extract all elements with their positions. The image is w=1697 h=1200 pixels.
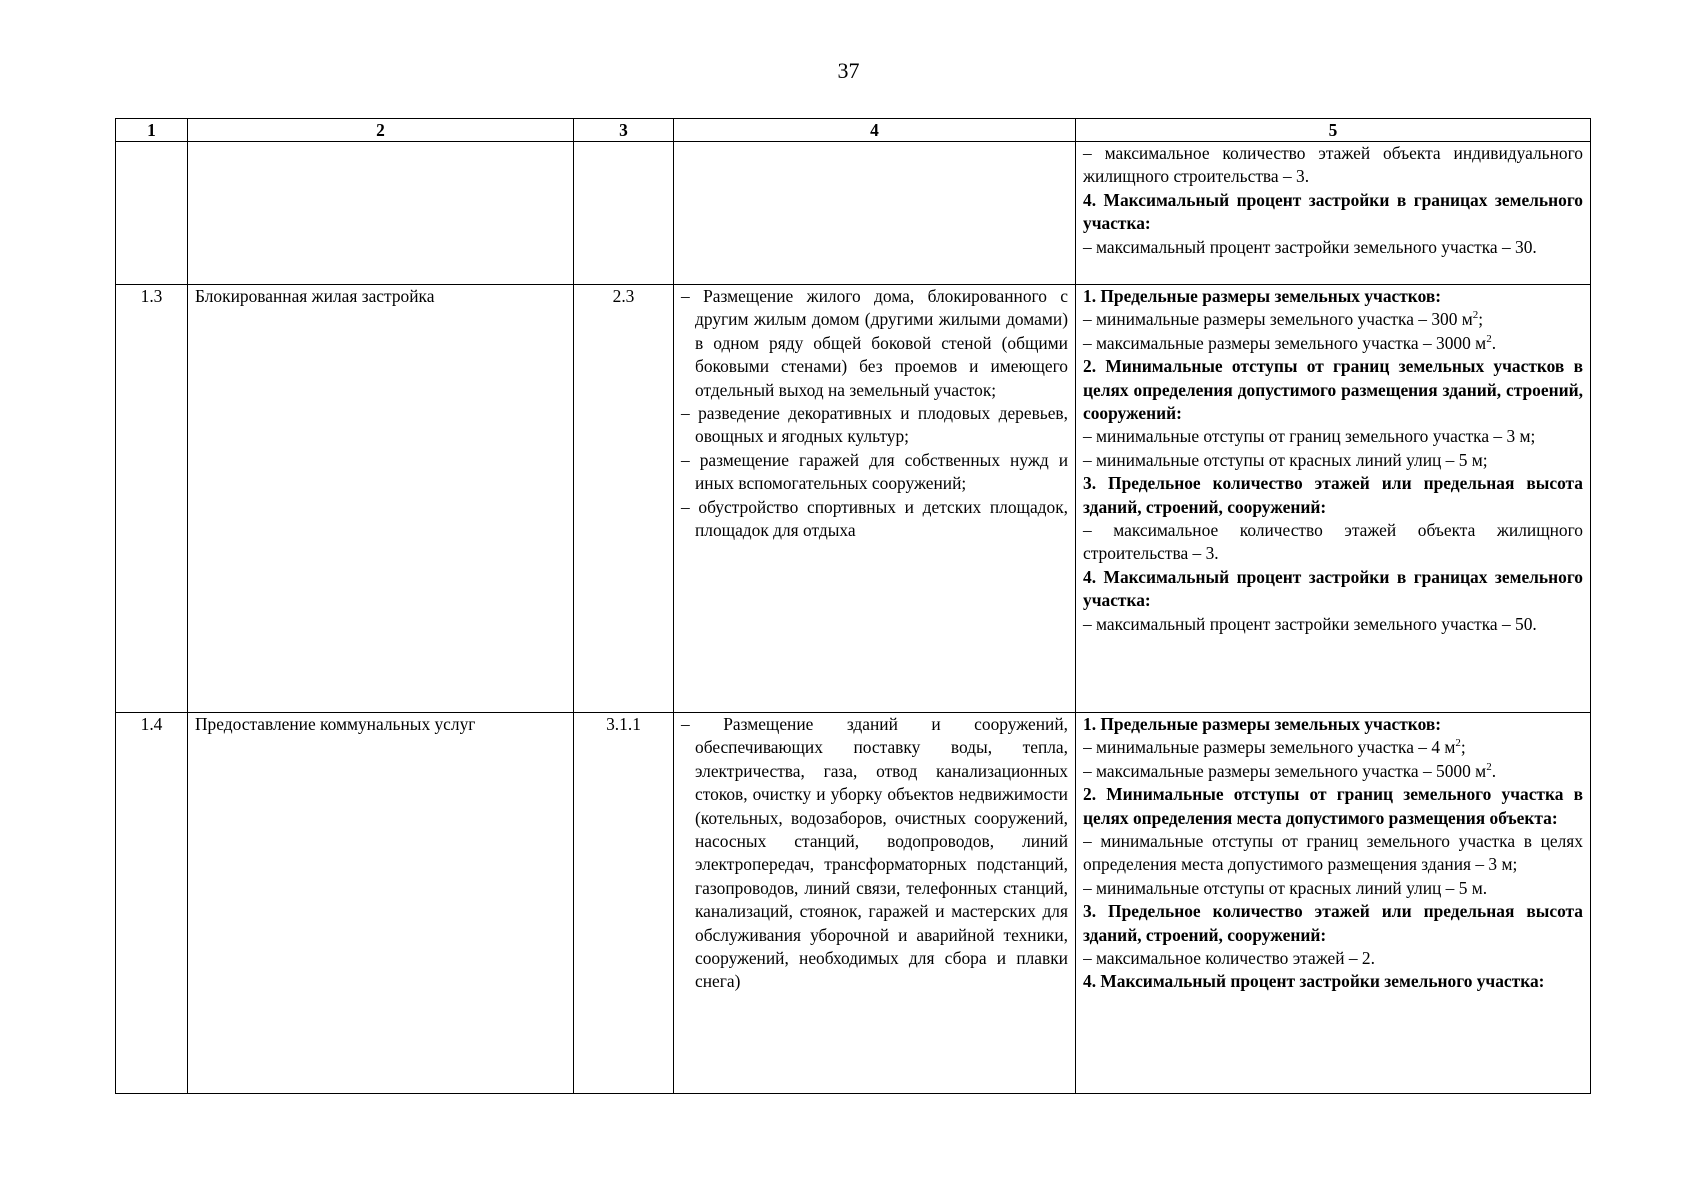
use-type-cell: Блокированная жилая застройка <box>188 285 574 713</box>
description-item: – Размещение зданий и сооружений, обеспечивающих поставку воды, тепла, электричества, газа, отвод канализационных стоков, очистку и уборку объектов недвижимости (котельных, водозаборов, очистных сооружений, насосных станций, водопроводов, линий электропередач, трансформаторных подстанций, газопроводов, линий связи, телефонных станций, канализаций, стоянок, гаражей и мастерских для обслуживания уборочной и аварийной техники, сооружений, необходимых для сбора и плавки снега) <box>681 713 1068 994</box>
parameter-value <box>1083 449 1583 472</box>
parameter-text: максимальный процент застройки земельного участка – 30. <box>1096 236 1537 257</box>
description-item: – размещение гаражей для собственных нужд и иных вспомогательных сооружений; <box>681 449 1068 496</box>
use-type-cell <box>188 142 574 285</box>
parameter-text: 1. Предельные размеры земельных участков: <box>1083 286 1442 306</box>
parameters-cell <box>1076 713 1591 1094</box>
parameter-heading <box>1083 783 1583 830</box>
use-description-cell <box>674 142 1076 285</box>
punctuation: ; <box>1460 737 1466 758</box>
parameter-value <box>1083 613 1583 636</box>
table-row <box>116 285 1591 713</box>
parameter-text: 3. Предельное количество этажей или предельная высота зданий, строений, сооружений: <box>1083 473 1583 517</box>
parameter-text: 4. Максимальный процент застройки в границах земельного участка: <box>1083 189 1583 234</box>
parameter-heading <box>1083 970 1583 993</box>
parameter-text: минимальные отступы от красных линий улиц – 5 м; <box>1096 449 1488 470</box>
parameter-value <box>1083 308 1583 331</box>
use-code-cell: 2.3 <box>574 285 674 713</box>
row-number-cell <box>116 142 188 285</box>
use-type-cell: Предоставление коммунальных услуг <box>188 713 574 1094</box>
parameter-text: максимальные размеры земельного участка – 5000 м <box>1096 760 1487 781</box>
header-col-1: 1 <box>116 119 188 142</box>
parameter-text: максимальное количество этажей объекта жилищного строительства – 3. <box>1083 520 1583 564</box>
parameter-text: 4. Максимальный процент застройки в границах земельного участка: <box>1083 566 1583 611</box>
parameter-heading <box>1083 900 1583 947</box>
use-description-cell <box>674 713 1076 1094</box>
parameter-value <box>1083 760 1583 783</box>
parameter-text: 4. Максимальный процент застройки земельного участка: <box>1083 971 1545 992</box>
parameter-text: максимальное количество этажей – 2. <box>1096 948 1375 969</box>
header-col-5: 5 <box>1076 119 1591 142</box>
parameter-heading <box>1083 713 1583 736</box>
punctuation: . <box>1491 332 1497 353</box>
parameter-value <box>1083 877 1583 900</box>
parameter-value <box>1083 519 1583 566</box>
parameter-text: 2. Минимальные отступы от границ земельных участков в целях определения допустимого размещения зданий, строений, сооружений: <box>1083 356 1583 424</box>
parameters-cell <box>1076 142 1591 285</box>
parameter-heading <box>1083 566 1583 613</box>
parameter-text: минимальные отступы от красных линий улиц – 5 м. <box>1096 877 1488 898</box>
parameter-heading <box>1083 472 1583 519</box>
punctuation: . <box>1491 760 1497 781</box>
page-number: 37 <box>837 58 860 83</box>
use-code-cell <box>574 142 674 285</box>
punctuation: ; <box>1478 309 1484 330</box>
table-row <box>116 713 1591 1094</box>
parameter-text: максимальные размеры земельного участка – 3000 м <box>1096 332 1487 353</box>
parameter-heading <box>1083 189 1583 236</box>
superscript: 2 <box>1486 761 1492 774</box>
superscript: 2 <box>1486 333 1492 346</box>
parameter-text: максимальное количество этажей объекта индивидуального жилищного строительства – 3. <box>1083 143 1583 187</box>
parameter-value <box>1083 425 1583 448</box>
use-code-cell: 3.1.1 <box>574 713 674 1094</box>
parameter-text: 2. Минимальные отступы от границ земельного участка в целях определения места допустимого размещения объекта: <box>1083 784 1583 828</box>
parameter-value <box>1083 830 1583 877</box>
table-row <box>116 142 1591 285</box>
parameters-cell <box>1076 285 1591 713</box>
header-col-4: 4 <box>674 119 1076 142</box>
parameter-text: минимальные размеры земельного участка – 4 м <box>1096 737 1456 758</box>
row-number-cell: 1.4 <box>116 713 188 1094</box>
parameter-value <box>1083 947 1583 970</box>
parameter-value <box>1083 332 1583 355</box>
description-item: – обустройство спортивных и детских площадок, площадок для отдыха <box>681 496 1068 543</box>
parameter-text: 3. Предельное количество этажей или предельная высота зданий, строений, сооружений: <box>1083 901 1583 945</box>
parameter-heading <box>1083 285 1583 308</box>
use-description-cell <box>674 285 1076 713</box>
parameter-text: минимальные отступы от границ земельного участка в целях определения места допустимого размещения здания – 3 м; <box>1083 831 1583 875</box>
header-row <box>116 119 1591 142</box>
superscript: 2 <box>1455 737 1461 750</box>
parameter-heading <box>1083 355 1583 425</box>
parameter-value <box>1083 236 1583 259</box>
parameter-value <box>1083 142 1583 189</box>
parameter-text: минимальные отступы от границ земельного участка – 3 м; <box>1096 426 1536 447</box>
superscript: 2 <box>1472 309 1479 322</box>
header-col-2: 2 <box>188 119 574 142</box>
row-number-cell: 1.3 <box>116 285 188 713</box>
description-item: – Размещение жилого дома, блокированного с другим жилым домом (другими жилыми домами) в одном ряду общей боковой стеной (общими боковыми стенами) без проемов и имеющего отдельный выход на земельный участок; <box>681 285 1068 402</box>
parameter-value <box>1083 736 1583 759</box>
parameter-text: минимальные размеры земельного участка – 300 м <box>1096 309 1473 330</box>
parameter-text: максимальный процент застройки земельного участка – 50. <box>1096 613 1537 634</box>
header-col-3: 3 <box>574 119 674 142</box>
land-use-table <box>115 118 1591 1094</box>
description-item: – разведение декоративных и плодовых деревьев, овощных и ягодных культур; <box>681 402 1068 449</box>
parameter-text: 1. Предельные размеры земельных участков: <box>1083 714 1442 734</box>
